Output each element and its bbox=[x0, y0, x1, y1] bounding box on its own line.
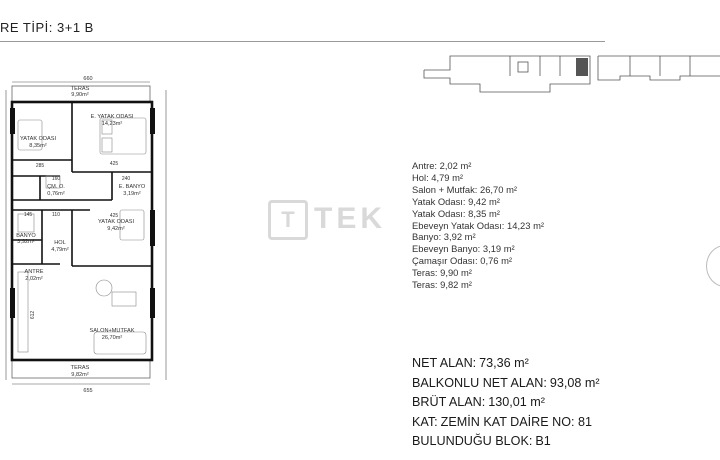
room-banyo-name: BANYO bbox=[16, 233, 36, 239]
dim-145: 145 bbox=[23, 212, 33, 218]
dim-bottom: 655 bbox=[83, 388, 93, 394]
watermark-logo-icon: T bbox=[268, 200, 308, 240]
page-title: RE TİPİ: 3+1 B bbox=[0, 20, 94, 35]
dim-285: 285 bbox=[35, 163, 45, 169]
list-item: Teras: 9,82 m² bbox=[412, 279, 472, 291]
block-name: BULUNDUĞU BLOK: B1 bbox=[412, 434, 551, 449]
highlighted-unit bbox=[576, 58, 588, 76]
list-item: Yatak Odası: 9,42 m² bbox=[412, 195, 500, 207]
next-arrow-button[interactable] bbox=[706, 245, 720, 287]
dim-160: 160 bbox=[51, 176, 61, 182]
room-antre-area: 2,02m² bbox=[25, 276, 43, 282]
balcony-net-area: BALKONLU NET ALAN: 93,08 m² bbox=[412, 375, 600, 390]
room-banyo-area: 3,92m² bbox=[17, 239, 35, 245]
room-yatak2-area: 9,42m² bbox=[107, 226, 125, 232]
room-antre-name: ANTRE bbox=[24, 269, 44, 275]
title-divider bbox=[0, 41, 605, 42]
area-totals bbox=[412, 354, 600, 452]
list-item: Yatak Odası: 8,35 m² bbox=[412, 207, 500, 219]
dim-425b: 425 bbox=[109, 213, 119, 219]
room-area-list bbox=[412, 160, 544, 291]
room-cmo-area: 0,76m² bbox=[47, 191, 65, 197]
room-salon-area: 26,70m² bbox=[101, 335, 123, 341]
dim-110: 110 bbox=[52, 212, 60, 218]
floor-plan bbox=[0, 60, 200, 400]
room-salon-name: SALON+MUTFAK bbox=[89, 328, 135, 334]
list-item: Çamaşır Odası: 0,76 m² bbox=[412, 255, 513, 267]
site-block-diagram bbox=[420, 52, 720, 94]
room-teras-bottom-name: TERAS bbox=[70, 365, 90, 371]
dim-240: 240 bbox=[121, 176, 131, 182]
room-yatak1-area: 8,35m² bbox=[29, 143, 47, 149]
room-cmo-name: ÇM. O. bbox=[47, 184, 65, 190]
watermark-text: TEK bbox=[314, 201, 386, 235]
list-item: Teras: 9,90 m² bbox=[412, 267, 472, 279]
gross-area: BRÜT ALAN: 130,01 m² bbox=[412, 395, 545, 410]
list-item: Hol: 4,79 m² bbox=[412, 171, 464, 183]
list-item: Antre: 2,02 m² bbox=[412, 160, 472, 171]
list-item: Ebeveyn Banyo: 3,19 m² bbox=[412, 243, 515, 255]
list-item: Banyo: 3,92 m² bbox=[412, 231, 476, 243]
room-e-banyo-name: E. BANYO bbox=[118, 184, 146, 190]
room-teras-top-name: TERAS bbox=[70, 86, 90, 92]
net-area: NET ALAN: 73,36 m² bbox=[412, 356, 529, 370]
dim-top: 660 bbox=[83, 76, 93, 82]
block-outline bbox=[424, 56, 720, 92]
list-item: Ebeveyn Yatak Odası: 14,23 m² bbox=[412, 219, 545, 231]
floor-unit-number: KAT: ZEMİN KAT DAİRE NO: 81 bbox=[412, 414, 593, 429]
dim-425a: 425 bbox=[109, 161, 119, 167]
room-hol-name: HOL bbox=[54, 240, 66, 246]
room-e-yatak-area: 14,23m² bbox=[101, 121, 123, 127]
room-yatak1-name: YATAK ODASI bbox=[19, 136, 57, 142]
furniture bbox=[18, 118, 146, 354]
room-teras-bottom-area: 9,82m² bbox=[71, 372, 89, 378]
watermark bbox=[268, 200, 386, 240]
room-yatak2-name: YATAK ODASI bbox=[97, 219, 135, 225]
room-e-banyo-area: 3,19m² bbox=[123, 191, 141, 197]
dim-612: 612 bbox=[30, 310, 36, 320]
room-e-yatak-name: E. YATAK ODASI bbox=[90, 114, 134, 120]
list-item: Salon + Mutfak: 26,70 m² bbox=[412, 183, 518, 195]
room-hol-area: 4,79m² bbox=[51, 247, 69, 253]
room-teras-top-area: 9,90m² bbox=[71, 92, 89, 98]
